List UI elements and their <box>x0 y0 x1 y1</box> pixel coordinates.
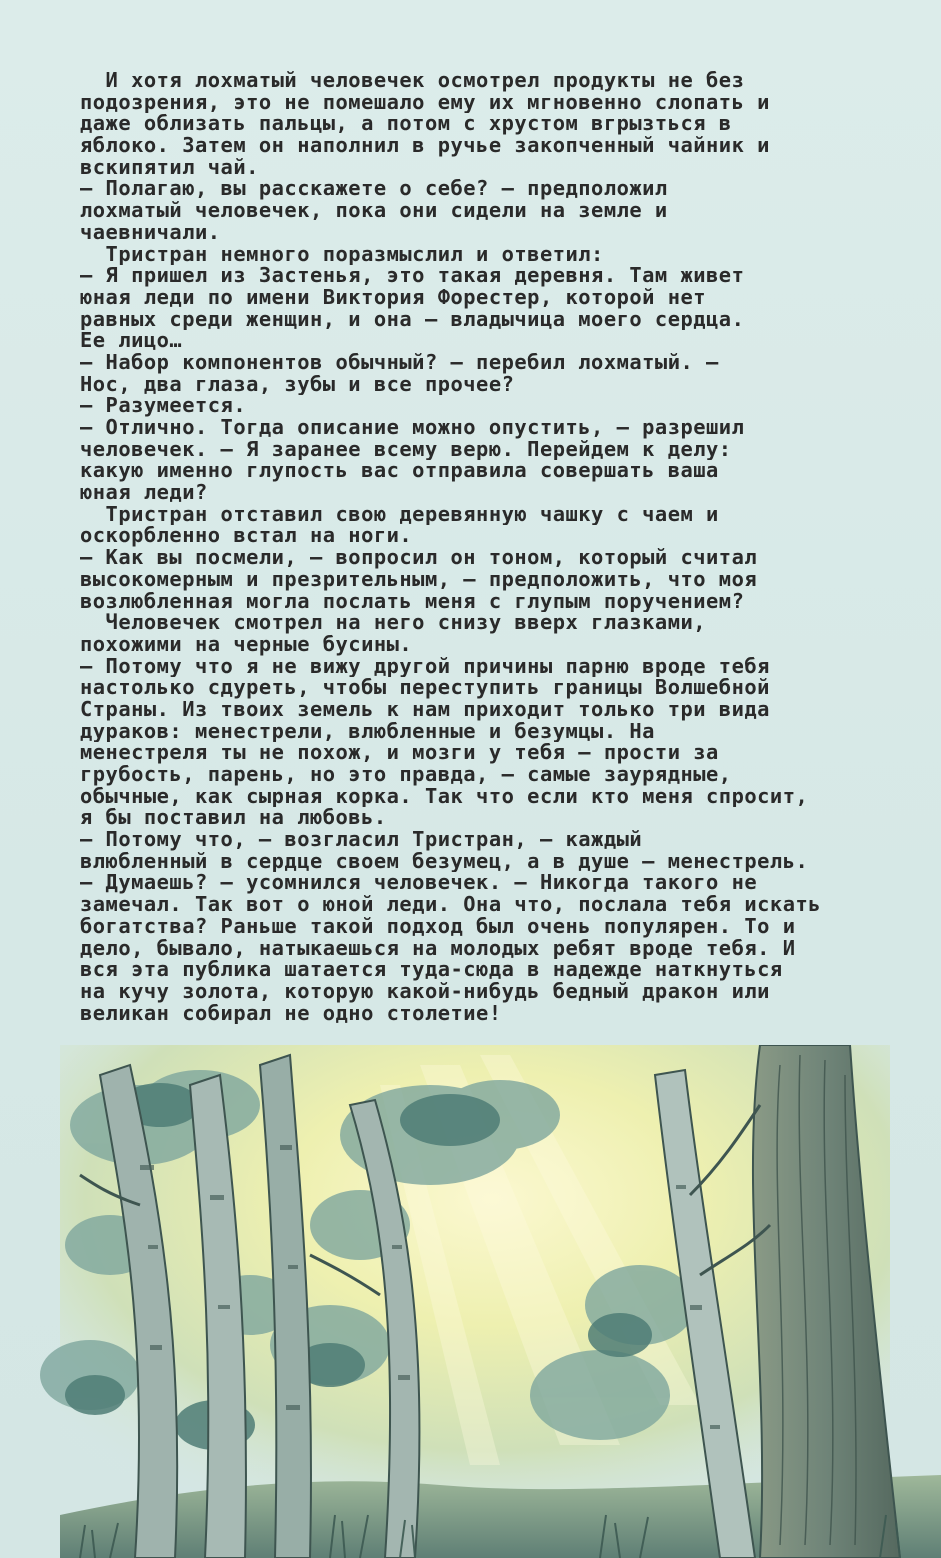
text-line: дураков: менестрели, влюбленные и безумцы. На <box>80 720 655 743</box>
text-line: лохматый человечек, пока они сидели на земле и <box>80 200 668 222</box>
text-line: оскорбленно встал на ноги. <box>80 525 413 548</box>
text-line: какую именно глупость вас отправила совершать ваша <box>80 460 719 483</box>
text-line: обычные, как сырная корка. Так что если кто меня спросит, <box>80 785 809 808</box>
text-line: Страны. Из твоих земель к нам приходит только три вида <box>80 698 770 721</box>
text-line: Тристран отставил свою деревянную чашку с чаем и <box>80 503 719 526</box>
text-line: — Полагаю, вы расскажете о себе? — предположил <box>80 178 668 201</box>
text-line: возлюбленная могла послать меня с глупым поручением? <box>80 590 745 613</box>
text-line: высокомерным и презрительным, — предположить, что моя <box>80 568 758 591</box>
text-line: — Отлично. Тогда описание можно опустить, — разрешил <box>80 417 745 439</box>
text-line: — Думаешь? — усомнился человечек. — Никогда такого не <box>80 872 758 895</box>
text-line: даже облизать пальцы, а потом с хрустом вгрызться в <box>80 113 732 136</box>
text-line: Человечек смотрел на него снизу вверх глазками, <box>80 612 707 634</box>
text-line: юная леди? <box>80 482 208 504</box>
text-line: похожими на черные бусины. <box>80 633 413 656</box>
text-line: вся эта публика шатается туда-сюда в надежде наткнуться <box>80 959 783 981</box>
text-line: дело, бывало, натыкаешься на молодых ребят вроде тебя. И <box>80 937 796 960</box>
text-line: И хотя лохматый человечек осмотрел продукты не без <box>80 70 745 92</box>
text-line: Нос, два глаза, зубы и все прочее? <box>80 373 515 396</box>
text-line: настолько сдуреть, чтобы переступить границы Волшебной <box>80 677 770 699</box>
text-line: я бы поставил на любовь. <box>80 807 387 830</box>
forest-illustration <box>0 1045 941 1558</box>
text-line: равных среди женщин, и она — владычица моего сердца. <box>80 308 745 331</box>
text-line: яблоко. Затем он наполнил в ручье закопченный чайник и <box>80 135 770 157</box>
text-line: грубость, парень, но это правда, — самые заурядные, <box>80 764 732 786</box>
text-line: вскипятил чай. <box>80 156 259 179</box>
text-line: Тристран немного поразмыслил и ответил: <box>80 243 604 266</box>
page-text <box>80 70 870 1024</box>
text-line: — Как вы посмели, — вопросил он тоном, который считал <box>80 547 758 569</box>
text-line: человечек. — Я заранее всему верю. Перейдем к делу: <box>80 438 732 461</box>
text-line: чаевничали. <box>80 221 221 244</box>
text-line: на кучу золота, которую какой-нибудь бедный дракон или <box>80 980 770 1003</box>
text-line: — Потому что я не вижу другой причины парню вроде тебя <box>80 655 770 678</box>
text-line: — Я пришел из Застенья, это такая деревня. Там живет <box>80 265 745 287</box>
text-line: великан собирал не одно столетие! <box>80 1002 502 1025</box>
text-line: менестреля ты не похож, и мозги у тебя — прости за <box>80 742 719 764</box>
text-line: влюбленный в сердце своем безумец, а в душе — менестрель. <box>80 850 809 873</box>
text-line: богатства? Раньше такой подход был очень популярен. То и <box>80 915 796 938</box>
text-line: — Разумеется. <box>80 395 247 417</box>
text-line: — Набор компонентов обычный? — перебил лохматый. — <box>80 351 719 374</box>
text-line: — Потому что, — возгласил Тристран, — каждый <box>80 829 643 851</box>
text-line: замечал. Так вот о юной леди. Она что, послала тебя искать <box>80 894 822 916</box>
text-line: Ее лицо… <box>80 330 183 352</box>
text-line: подозрения, это не помешало ему их мгновенно слопать и <box>80 91 770 114</box>
text-line: юная леди по имени Виктория Форестер, которой нет <box>80 286 707 309</box>
